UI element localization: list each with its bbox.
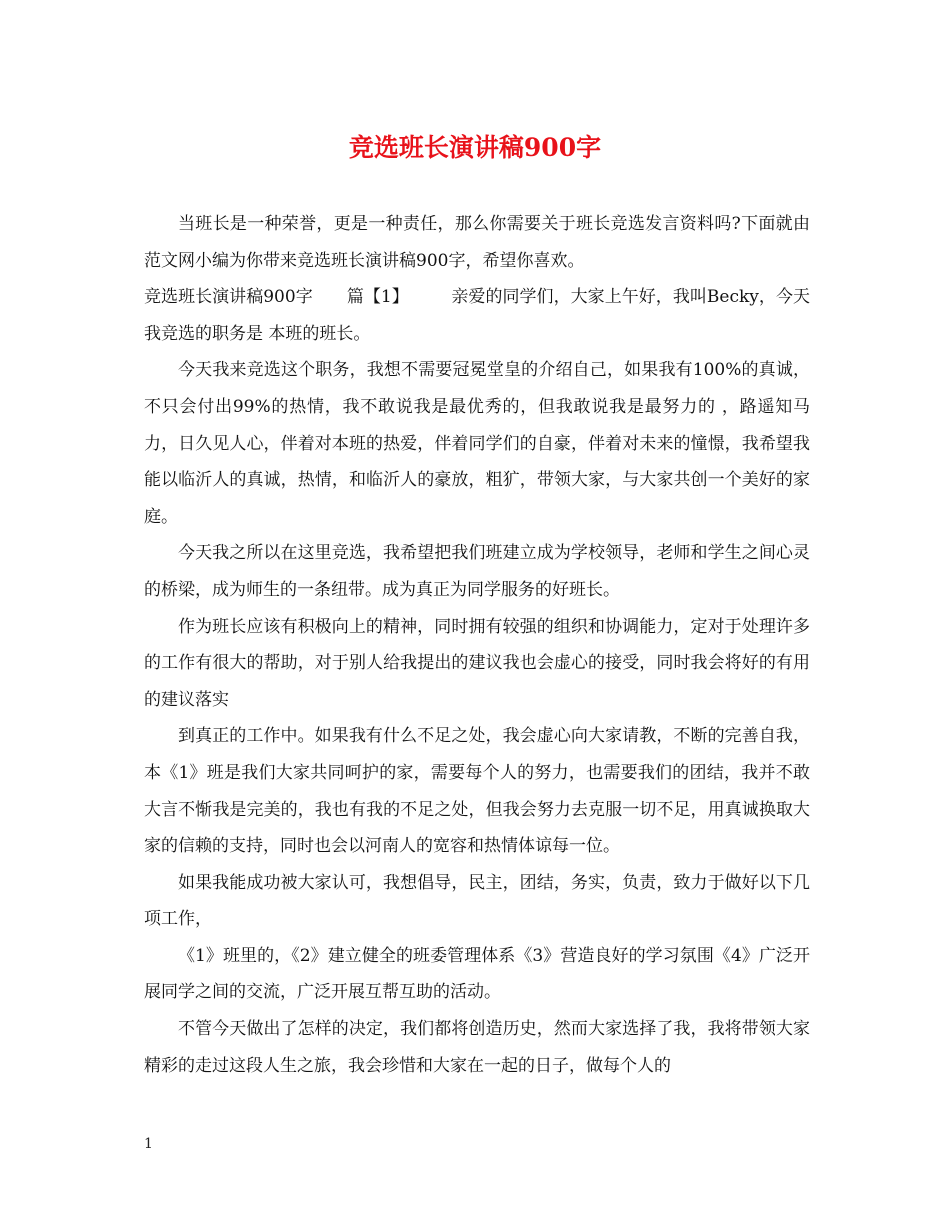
document-title: 竞选班长演讲稿900字: [348, 133, 602, 162]
document-body: [144, 206, 810, 1084]
paragraph-heading-greeting: 竞选班长演讲稿900字 篇【1】 亲爱的同学们，大家上午好，我叫Becky，今天我竞选的职务是 本班的班长。: [144, 287, 810, 344]
paragraph-body: 到真正的工作中。如果我有什么不足之处，我会虚心向大家请教，不断的完善自我，本《1》班是我们大家共同呵护的家，需要每个人的努力，也需要我们的团结，我并不敢大言不惭我是完美的，我也有我的不足之处，但我会努力去克服一切不足，用真诚换取大家的信赖的支持，同时也会以河南人的宽容和热情体谅每一位。: [144, 726, 810, 857]
paragraph-body: 如果我能成功被大家认可，我想倡导，民主，团结，务实，负责，致力于做好以下几项工作，: [144, 872, 810, 930]
paragraph-body: 今天我来竞选这个职务，我想不需要冠冕堂皇的介绍自己，如果我有100%的真诚，不只会付出99%的热情，我不敢说我是最优秀的，但我敢说我是最努力的 ，路遥知马力，日久见人心，伴着对本班的热爱，伴着同学们的自豪，伴着对未来的憧憬，我希望我能以临沂人的真诚，热情，和临沂人的豪放，粗犷，带领大家，与大家共创一个美好的家庭。: [144, 360, 810, 527]
paragraph-list: 《1》班里的，《2》建立健全的班委管理体系《3》营造良好的学习氛围《4》广泛开展同学之间的交流，广泛开展互帮互助的活动。: [144, 945, 810, 1003]
paragraph-body: 作为班长应该有积极向上的精神，同时拥有较强的组织和协调能力，定对于处理许多的工作有很大的帮助，对于别人给我提出的建议我也会虚心的接受，同时我会将好的有用的建议落实: [144, 616, 810, 710]
paragraph-intro: 当班长是一种荣誉，更是一种责任，那么你需要关于班长竞选发言资料吗?下面就由范文网小编为你带来竞选班长演讲稿900字，希望你喜欢。: [144, 214, 810, 271]
paragraph-body: 今天我之所以在这里竞选，我希望把我们班建立成为学校领导，老师和学生之间心灵的桥梁，成为师生的一条纽带。成为真正为同学服务的好班长。: [144, 543, 810, 600]
page-number: 1: [144, 1136, 153, 1152]
paragraph-body: 不管今天做出了怎样的决定，我们都将创造历史，然而大家选择了我，我将带领大家精彩的走过这段人生之旅，我会珍惜和大家在一起的日子，做每个人的: [144, 1019, 810, 1076]
